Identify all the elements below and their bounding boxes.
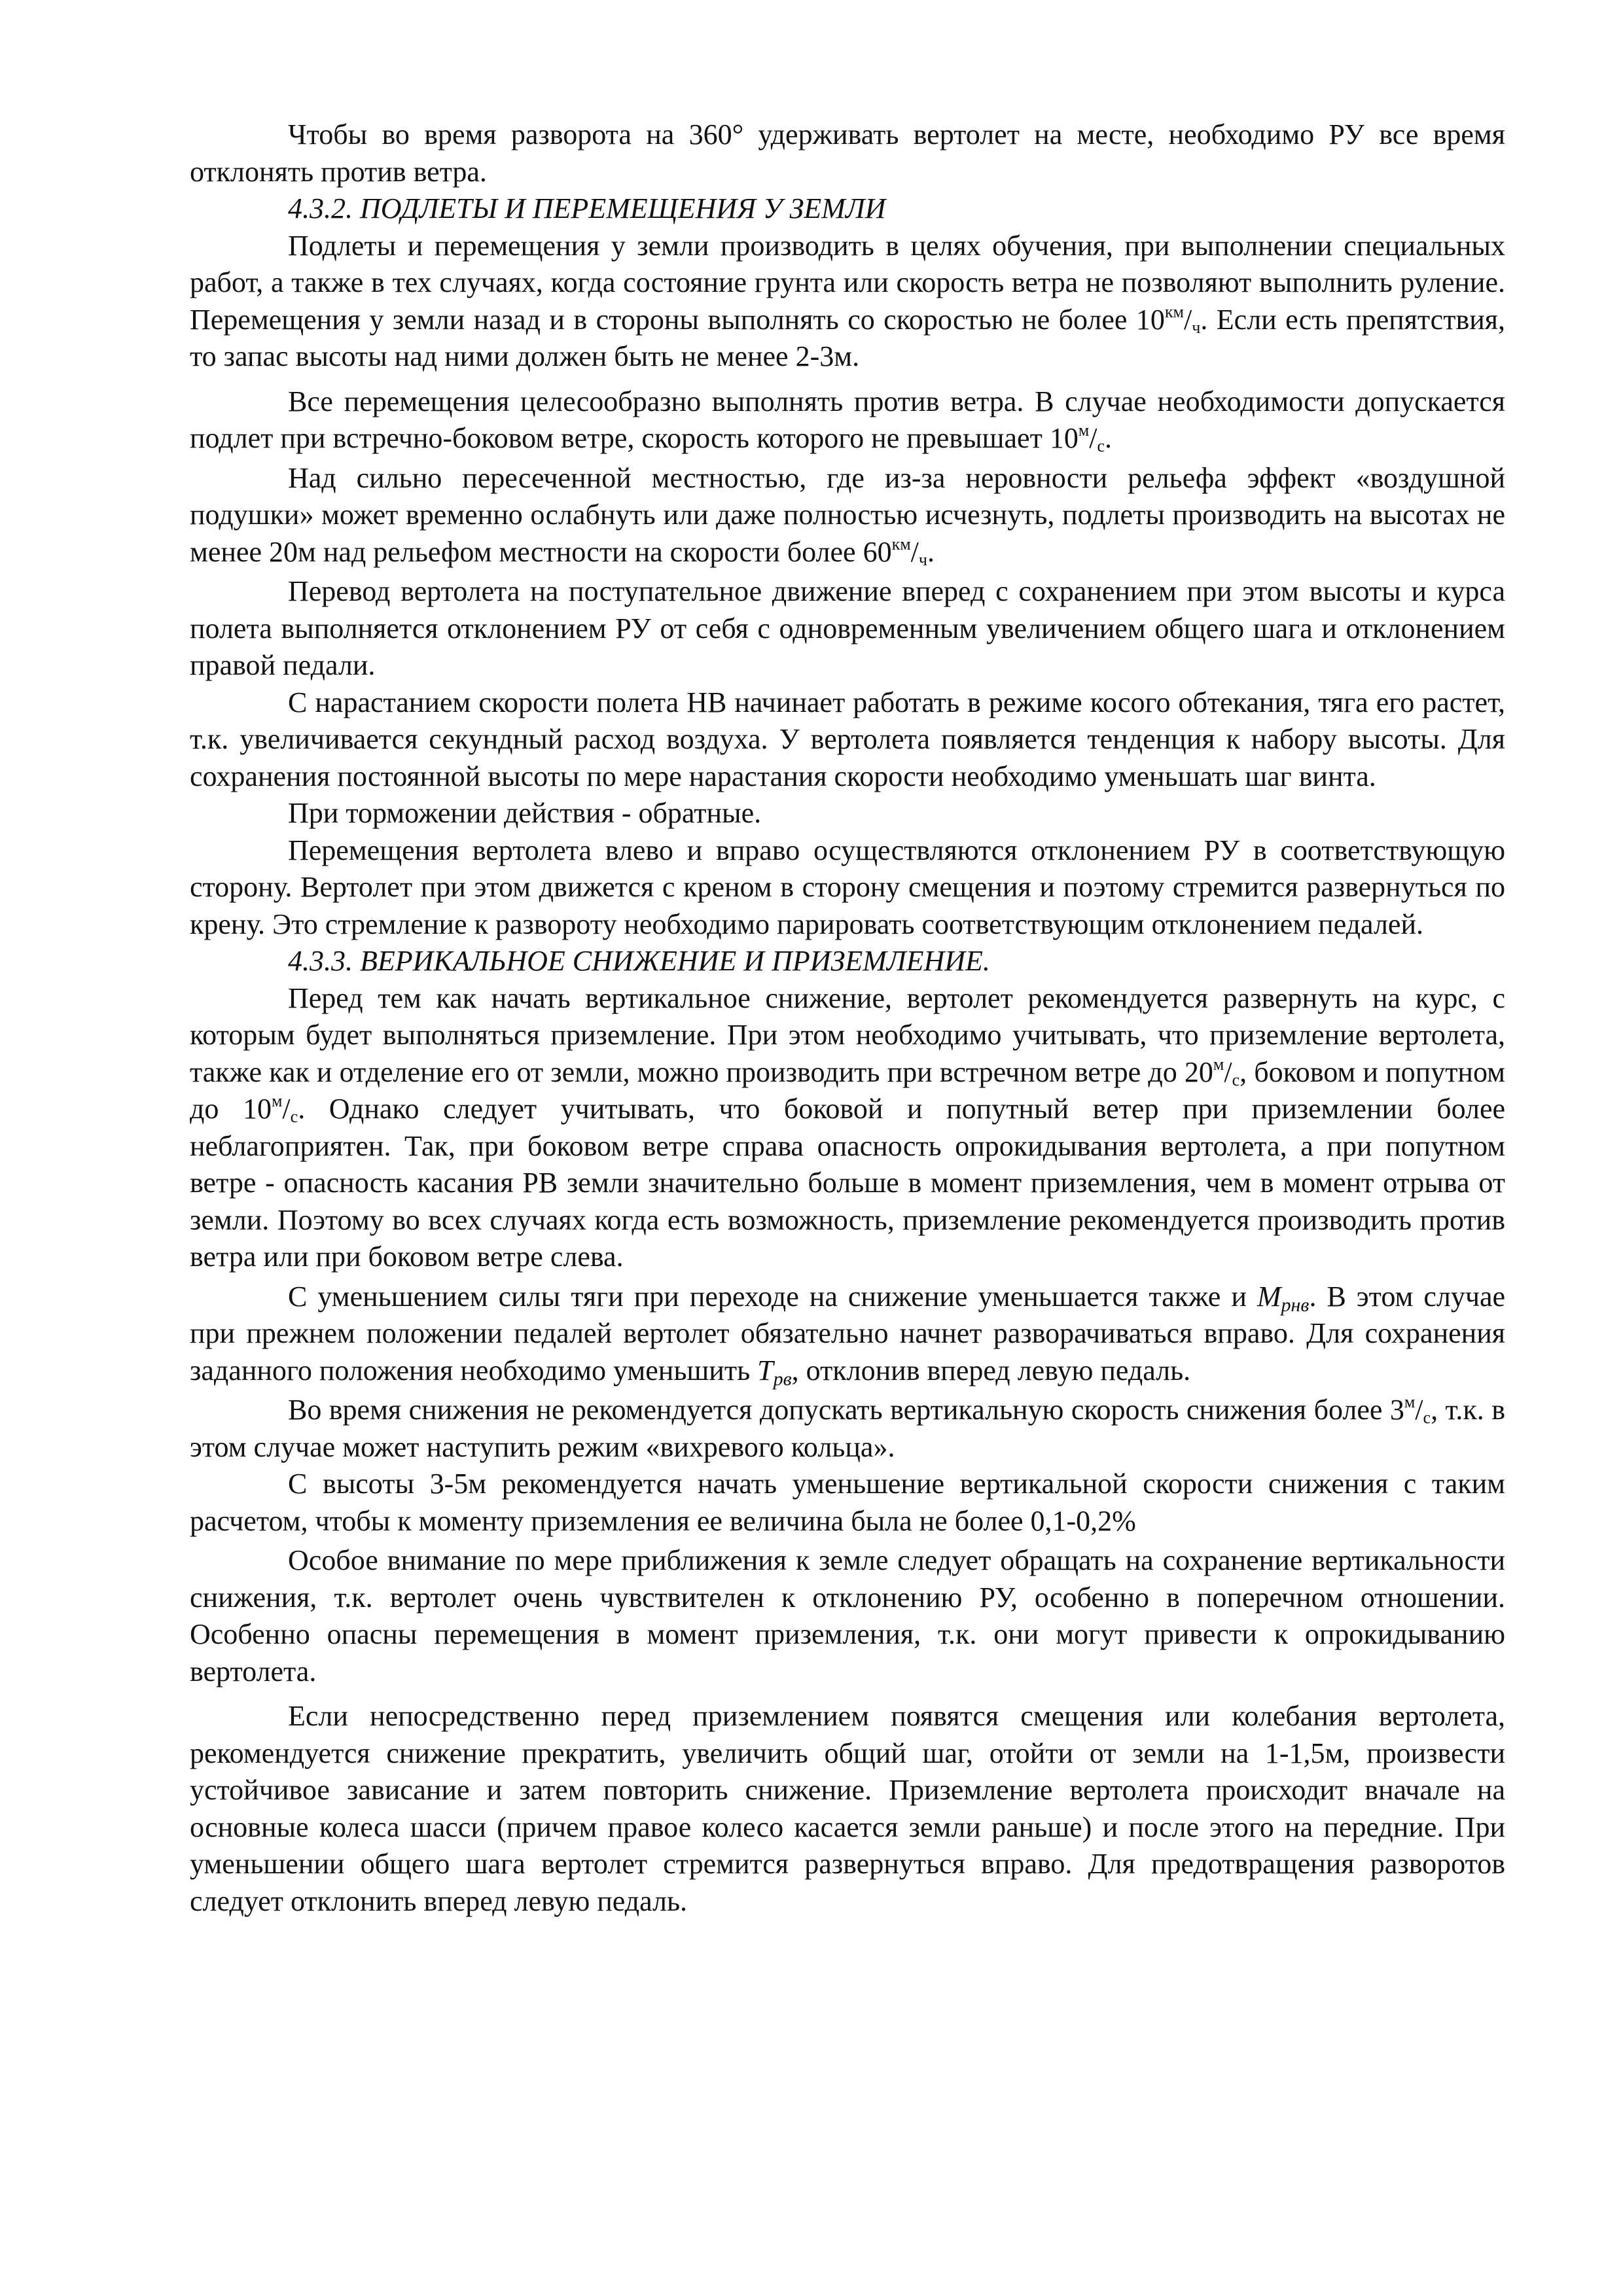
section-heading-4-3-2: 4.3.2. ПОДЛЕТЫ И ПЕРЕМЕЩЕНИЯ У ЗЕМЛИ bbox=[288, 192, 886, 224]
paragraph-rough-terrain: Над сильно пересеченной местностью, где из-за неровности рельефа эффект «воздушной подушки» может временно ослабнуть или даже полностью исчезнуть, подлеты производить на высотах не менее 20м над рельефом местности на скорости более $60^{км}/_ч$. bbox=[190, 461, 1505, 569]
unit-denominator: ч bbox=[1192, 317, 1201, 337]
symbol-thrust: T bbox=[757, 1354, 774, 1386]
paragraph-against-wind-part-b: . bbox=[1105, 422, 1113, 454]
paragraph-oscillations: Если непосредственно перед приземлением появятся смещения или колебания вертолета, рекомендуется снижение прекратить, увеличить общий шаг, отойти от земли на 1-1,5м, произвести устойчивое зависание и затем повторить снижение. Приземление вертолета происходит вначале на основные колеса шасси (причем правое колесо касается земли раньше) и после этого на передние. При уменьшении общего шага вертолет стремится развернуться вправо. Для предотвращения разворотов следует отклонить вперед левую педаль. bbox=[190, 1700, 1505, 1917]
paragraph-vertical-speed: Во время снижения не рекомендуется допускать вертикальную скорость снижения более $3^м/_с$, т.к. в этом случае может наступить режим «вихревого кольца». bbox=[190, 1392, 1505, 1463]
unit-numerator: м bbox=[271, 1091, 283, 1110]
paragraph-thrust-decrease-part-b: . В этом случае при прежнем положении педалей вертолет обязательно начнет разворачиваться вправо. Для сохранения заданного положения необходимо уменьшить bbox=[190, 1280, 1506, 1386]
paragraph-speed-growth: С нарастанием скорости полета НВ начинает работать в режиме косого обтекания, тяга его растет, т.к. увеличивается секундный расход воздуха. У вертолета появляется тенденция к набору высоты. Для сохранения постоянной высоты по мере нарастания скорости необходимо уменьшать шаг винта. bbox=[190, 686, 1505, 792]
unit-denominator: с bbox=[1097, 436, 1105, 455]
unit-numerator: м bbox=[1078, 421, 1090, 440]
paragraph-descent-height: С высоты 3-5м рекомендуется начать уменьшение вертикальной скорости снижения с таким расчетом, чтобы к моменту приземления ее величина была не более 0,1-0,2% bbox=[190, 1468, 1505, 1537]
paragraph-thrust-decrease bbox=[190, 1279, 1505, 1390]
paragraph-ground-moves-part-a: Подлеты и перемещения у земли производить в целях обучения, при выполнении специальных работ, а также в тех случаях, когда состояние грунта или скорость ветра не позволяют выполнить руление. Перемещения у земли назад и в стороны выполнять со скоростью не более 10 bbox=[190, 229, 1505, 336]
paragraph-against-wind: Все перемещения целесообразно выполнять против ветра. В случае необходимости допускается подлет при встречно-боковом ветре, скорость которого не превышает $10^м/_с$. bbox=[190, 385, 1505, 455]
paragraph-special-attention: Особое внимание по мере приближения к земле следует обращать на сохранение вертикальности снижения, т.к. вертолет очень чувствителен к отклонению РУ, особенно в поперечном отношении. Особенно опасны перемещения в момент приземления, т.к. они могут привести к опрокидыванию вертолета. bbox=[190, 1544, 1505, 1687]
paragraph-vertical-speed-part-b: , т.к. в этом случае может наступить режим «вихревого кольца». bbox=[190, 1394, 1505, 1463]
paragraph-thrust-decrease-part-c: , отклонив вперед левую педаль. bbox=[791, 1354, 1191, 1386]
unit-numerator: м bbox=[1404, 1392, 1416, 1411]
symbol-thrust-subscript: рв bbox=[773, 1368, 792, 1390]
paragraph-before-descent-part-b: , боковом и попутном до 10 bbox=[190, 1055, 1505, 1125]
document-page bbox=[190, 116, 1505, 1920]
paragraph-before-descent: Перед тем как начать вертикальное снижение, вертолет рекомендуется развернуть на курс, с которым будет выполняться приземление. При этом необходимо учитывать, что приземление вертолета, также как и отделение его от земли, можно производить при встречном ветре до $20^м/_с$, боковом и попутном до $10^м/_с$. Однако следует учитывать, что боковой и попутный ветер при приземлении более неблагоприятен. Так, при боковом ветре справа опасность опрокидывания вертолета, а при попутном ветре - опасность касания РВ земли значительно больше в момент приземления, чем в момент отрыва от земли. Поэтому во всех случаях когда есть возможность, приземление рекомендуется производить против ветра или при боковом ветре слева. bbox=[190, 981, 1506, 1273]
unit-denominator: с bbox=[290, 1107, 298, 1126]
paragraph-before-descent-part-c: . Однако следует учитывать, что боковой и попутный ветер при приземлении более неблагоприятен. Так, при боковом ветре справа опасность опрокидывания вертолета, а при попутном ветре - опасность касания РВ земли значительно больше в момент приземления, чем в момент отрыва от земли. Поэтому во всех случаях когда есть возможность, приземление рекомендуется производить против ветра или при боковом ветре слева. bbox=[190, 1093, 1506, 1273]
paragraph-turn-360: Чтобы во время разворота на 360° удерживать вертолет на месте, необходимо РУ все время отклонять против ветра. bbox=[190, 118, 1505, 188]
section-heading-4-3-3: 4.3.3. ВЕРИКАЛЬНОЕ СНИЖЕНИЕ И ПРИЗЕМЛЕНИЕ. bbox=[288, 945, 990, 977]
paragraph-against-wind-part-a: Все перемещения целесообразно выполнять против ветра. В случае необходимости допускается подлет при встречно-боковом ветре, скорость которого не превышает 10 bbox=[190, 385, 1505, 454]
symbol-moment: M bbox=[1257, 1280, 1281, 1313]
unit-denominator: с bbox=[1423, 1408, 1431, 1427]
paragraph-vertical-speed-part-a: Во время снижения не рекомендуется допускать вертикальную скорость снижения более 3 bbox=[288, 1394, 1404, 1426]
paragraph-ground-moves-part-b: . Если есть препятствия, то запас высоты над ними должен быть не менее 2-3м. bbox=[190, 303, 1506, 372]
unit-denominator: ч bbox=[918, 550, 927, 569]
paragraph-ground-moves: Подлеты и перемещения у земли производить в целях обучения, при выполнении специальных работ, а также в тех случаях, когда состояние грунта или скорость ветра не позволяют выполнить руление. Перемещения у земли назад и в стороны выполнять со скоростью не более $10^{км}/_ч$. Если есть препятствия, то запас высоты над ними должен быть не менее 2-3м. bbox=[190, 229, 1506, 372]
unit-numerator: км bbox=[891, 534, 911, 554]
paragraph-before-descent-part-a: Перед тем как начать вертикальное снижение, вертолет рекомендуется развернуть на курс, с которым будет выполняться приземление. При этом необходимо учитывать, что приземление вертолета, также как и отделение его от земли, можно производить при встречном ветре до 20 bbox=[190, 981, 1505, 1088]
unit-numerator: км bbox=[1164, 302, 1185, 321]
unit-denominator: с bbox=[1232, 1070, 1240, 1089]
paragraph-forward-motion: Перевод вертолета на поступательное движение вперед с сохранением при этом высоты и курса полета выполняется отклонением РУ от себя с одновременным увеличением общего шага и отклонением правой педали. bbox=[190, 575, 1505, 681]
paragraph-braking: При торможении действия - обратные. bbox=[288, 797, 762, 829]
symbol-moment-subscript: рнв bbox=[1281, 1294, 1310, 1316]
paragraph-thrust-decrease-part-a: С уменьшением силы тяги при переходе на снижение уменьшается также и bbox=[288, 1280, 1257, 1313]
paragraph-rough-terrain-part-a: Над сильно пересеченной местностью, где из-за неровности рельефа эффект «воздушной подушки» может временно ослабнуть или даже полностью исчезнуть, подлеты производить на высотах не менее 20м над рельефом местности на скорости более 60 bbox=[190, 461, 1505, 568]
paragraph-rough-terrain-part-b: . bbox=[927, 535, 935, 568]
paragraph-lateral-moves: Перемещения вертолета влево и вправо осуществляются отклонением РУ в соответствующую сторону. Вертолет при этом движется с креном в сторону смещения и поэтому стремится развернуться по крену. Это стремление к развороту необходимо парировать соответствующим отклонением педалей. bbox=[190, 834, 1505, 940]
unit-numerator: м bbox=[1213, 1054, 1224, 1074]
